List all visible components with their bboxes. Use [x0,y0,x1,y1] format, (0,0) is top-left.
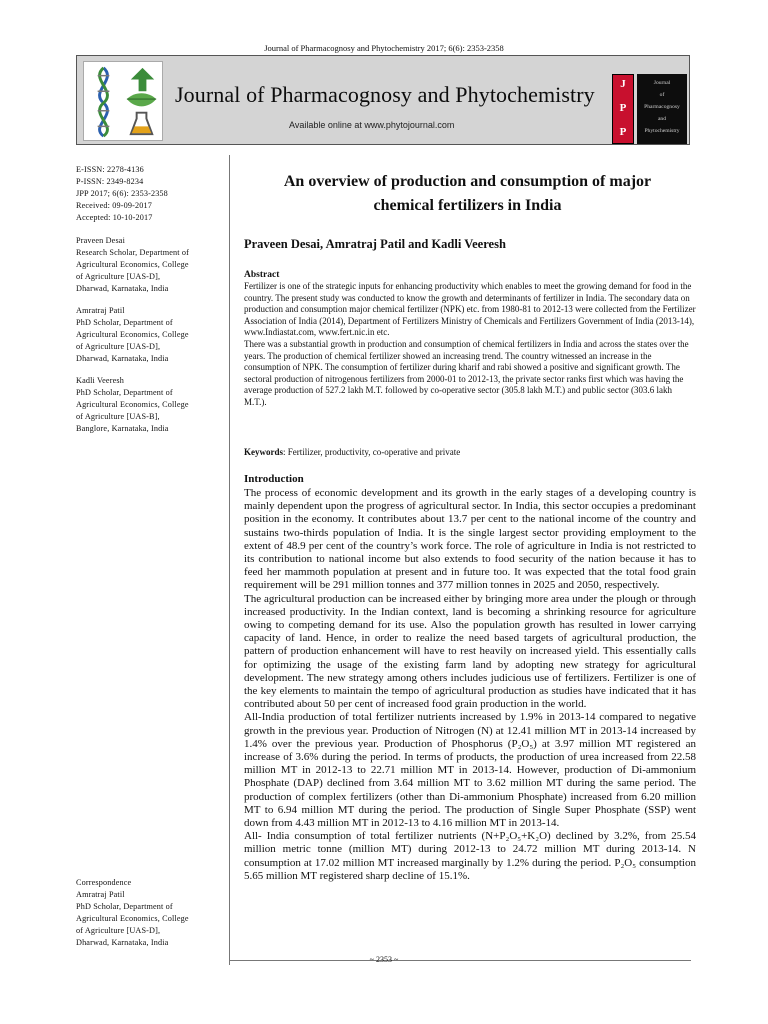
accepted-date: Accepted: 10-10-2017 [76,213,153,222]
journal-name: Journal of Pharmacognosy and Phytochemistry [175,82,595,107]
journal-availability: Available online at www.phytojournal.com [289,120,455,130]
affiliation-line: of Agriculture [UAS-D], [76,272,161,281]
abstract-paragraph: There was a substantial growth in production and consumption of chemical fertilizers in India and across the states over the years. The production of chemical fertilizer showed an increasing trend. The country witnessed an increase in the consumption of NPK. The consumption of fertilizer during kharif and rabi showed a positive and significant growth. The sectoral production of nitrogenous fertilizers from 2000-01 to 2012-13, the private sector ranks first which was having the average production of 527.2 lakh M.T. followed by co-operative sector (305.8 lakh M.T.) and public sector (303.6 lakh M.T.). [244,338,689,407]
running-head: Journal of Pharmacognosy and Phytochemistry 2017; 6(6): 2353-2358 [264,43,504,53]
page-number: ~ 2353 ~ [369,955,399,964]
abstract-paragraph: Fertilizer is one of the strategic inputs for enhancing productivity which enables to meet the growing demand for food in the country. The present study was conducted to know the growth and determinants of fertilizer in India. The secondary data on production and consumption major chemical fertilizer (NPK) etc. from 1980-81 to 2012-13 were collected from the Fertilizer Association of India (2014), Department of Fertilizers Ministry of Chemicals and Fertilizers Government of India (2013-14), www.Indiastat.com, www.fert.nic.in etc. [244,281,696,338]
jpp-caption-box [637,74,687,144]
intro-paragraph: The process of economic development and its growth in the early stages of a developing country is mainly dependent upon the progress of agricultural sector. In India, this sector occupies a predominant position in the economy. It contributes about 13.7 per cent to the national income of the country and sustains two-thirds population of India. It is the single largest sector providing employment to the extent of 48.9 per cent of the country’s work force. The role of agriculture in India is not restricted to its contribution to national income but also extends to food security of the nation because it has to feed her mammoth population at present and in future too. It was expected that the total food grain requirement will be 291 million tonnes and 377 million tonnes in 2025 and 2050, respectively. [244,487,696,592]
affiliation-line: PhD Scholar, Department of [76,902,173,911]
citation: JPP 2017; 6(6): 2353-2358 [76,189,168,198]
affiliation-line: Agricultural Economics, College [76,914,189,923]
affiliation-3 [76,375,226,435]
affiliation-line: Agricultural Economics, College [76,260,189,269]
correspondence-heading: Correspondence [76,878,132,887]
jpp-caption-line: Journal [653,80,671,86]
received-date: Received: 09-09-2017 [76,201,152,210]
affiliation-line: PhD Scholar, Department of [76,318,173,327]
author-name: Amratraj Patil [76,890,125,899]
title-line: An overview of production and consumption of major [283,173,652,190]
jpp-mark [612,74,634,144]
affiliation-line: of Agriculture [UAS-B], [76,412,160,421]
pissn: P-ISSN: 2349-8234 [76,177,144,186]
abstract-heading: Abstract [244,270,280,280]
affiliation-line: Agricultural Economics, College [76,400,189,409]
jpp-caption-line: and [657,116,667,122]
article-authors: Praveen Desai, Amratraj Patil and Kadli Veeresh [244,237,506,251]
eissn: E-ISSN: 2278-4136 [76,165,144,174]
jpp-letter: P [619,126,627,138]
article-title [240,170,695,218]
column-divider [229,155,230,965]
affiliation-line: Dharwad, Karnataka, India [76,938,169,947]
keywords-list: : Fertilizer, productivity, co-operative and private [283,447,461,457]
affiliation-line: of Agriculture [UAS-D], [76,342,161,351]
affiliation-line: PhD Scholar, Department of [76,388,173,397]
intro-paragraph: The agricultural production can be increased either by bringing more area under the plough or through increased productivity. In the Indian context, land is becoming a shrinking resource for agriculture owing to competing demand for its use. Also the population growth has resulted in lower carrying capacity of land. Hence, in order to realize the need based targets of agricultural production, the pattern of production enhancement will have to rest heavily on increased yield. This essentially calls for optimizing the usage of the existing farm land by adopting new strategy for agricultural development. The new strategy among others includes judicious use of fertilizers. Fertilizer is one of the key elements to maintain the tempo of agricultural production as studies have indicated that it has contributed about 50 per cent of increased food grain production in the world. [244,592,696,711]
affiliation-1 [76,235,226,295]
author-name: Amratraj Patil [76,306,125,315]
affiliation-line: Agricultural Economics, College [76,330,189,339]
affiliation-line: Research Scholar, Department of [76,248,189,257]
abstract-body [244,281,696,409]
introduction-heading: Introduction [244,473,304,485]
jpp-letter: P [619,102,627,114]
intro-paragraph: All-India production of total fertilizer nutrients increased by 1.9% in 2013-14 compared to negative growth in the previous year. Production of Nitrogen (N) at 12.41 million MT in 2013-14 increased by 1.4% over the previous year. Production of Phosphorus (P₂O₅) at 3.97 million MT registered an increase of 3.6% during the period. In terms of products, the production of urea increased from 22.58 million MT in 2012-13 to 22.71 million MT in 2013-14. However, production of Di-ammonium Phosphate (DAP) declined from 3.64 million MT to 3.62 million MT during the same period. The production of complex fertilizers (other than Di-ammonium Phosphate) increased from 6.20 million MT to 6.94 million MT during the period. The production of Single Super Phosphate (SSP) went down from 4.43 million MT in 2012-13 to 4.16 million MT in 2013-14. [244,711,696,830]
keywords-label: Keywords [244,447,283,457]
jpp-letter: J [620,78,626,90]
keywords [244,447,696,457]
affiliation-line: Dharwad, Karnataka, India [76,354,169,363]
introduction-body [244,487,696,883]
affiliation-line: of Agriculture [UAS-D], [76,926,161,935]
intro-paragraph: All- India consumption of total fertilizer nutrients (N+P₂O₅+K₂O) declined by 3.2%, from 25.54 million metric tonne (million MT) during 2012-13 to 24.72 million MT during 2013-14. N consumption at 17.02 million MT increased marginally by 1.2% during the period. P₂O₅ consumption 5.65 million MT registered sharp decline of 15.1%. [244,830,696,882]
jpp-caption-line: of [659,92,665,98]
jpp-caption-line: Pharmacognosy [644,104,680,110]
author-name: Kadli Veeresh [76,376,124,385]
author-name: Praveen Desai [76,236,126,245]
affiliation-line: Banglore, Karnataka, India [76,424,169,433]
journal-banner [76,55,690,145]
affiliation-2 [76,305,226,365]
jpp-caption-line: Phytochemistry [644,128,680,134]
title-line: chemical fertilizers in India [373,197,562,214]
article-meta [76,164,226,224]
affiliation-line: Dharwad, Karnataka, India [76,284,169,293]
journal-logo [83,61,163,141]
correspondence [76,877,226,949]
